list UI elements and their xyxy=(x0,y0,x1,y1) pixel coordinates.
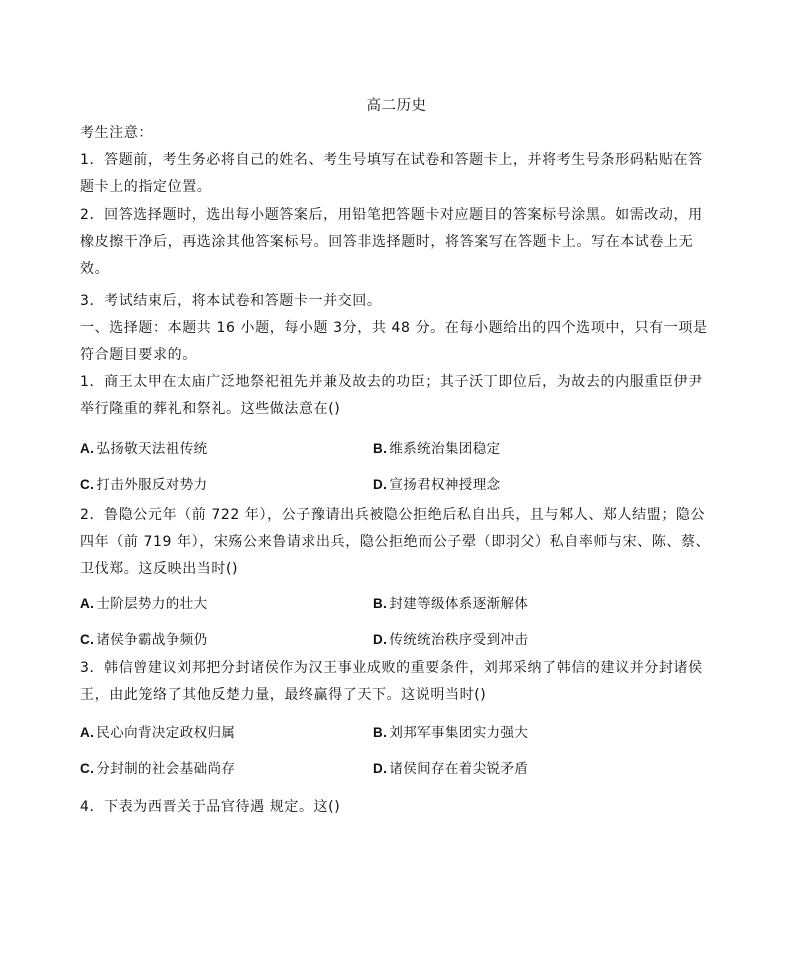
question-3-stem-line-2: 王，由此笼络了其他反楚力量，最终赢得了天下。这说明当时() xyxy=(80,687,487,703)
question-2-stem-line-1: 2．鲁隐公元年（前 722 年），公子豫请出兵被隐公拒绝后私自出兵，且与邾人、郑人结盟；隐公 xyxy=(80,507,706,523)
question-2-option-c xyxy=(80,630,208,650)
question-1-option-a xyxy=(80,439,208,459)
notice-item-2-line-2: 橡皮擦干净后，再选涂其他答案标号。回答非选择题时，将答案写在答题卡上。写在本试卷上无 xyxy=(80,234,694,250)
question-1-stem-line-2: 举行隆重的葬礼和祭礼。这些做法意在() xyxy=(80,401,341,417)
notice-item-3-line-1: 3．考试结束后，将本试卷和答题卡一并交回。 xyxy=(80,293,382,309)
option-key: C. xyxy=(80,632,95,647)
option-key: C. xyxy=(80,761,95,776)
question-2-option-d xyxy=(373,630,528,650)
question-1-option-b xyxy=(373,439,501,459)
option-key: B. xyxy=(373,596,388,611)
question-4-stem-line-1: 4．下表为西晋关于品官待遇 规定。这() xyxy=(80,799,341,815)
option-text: 弘扬敬天法祖传统 xyxy=(96,441,208,457)
page-title: 高二历史 xyxy=(366,98,427,114)
option-key: A. xyxy=(80,441,95,456)
question-1-stem-line-1: 1．商王太甲在太庙广泛地祭祀祖先并兼及故去的功臣；其子沃丁即位后，为故去的内服重臣伊尹 xyxy=(80,374,703,390)
question-2-stem-line-3: 卫伐郑。这反映出当时() xyxy=(80,561,239,577)
notice-item-1-line-2: 题卡上的指定位置。 xyxy=(80,179,212,195)
notice-heading: 考生注意： xyxy=(80,125,153,141)
question-2-stem-line-2: 四年（前 719 年），宋殇公来鲁请求出兵，隐公拒绝而公子翚（即羽父）私自率师与宋、陈、蔡、 xyxy=(80,534,711,550)
option-text: 维系统治集团稳定 xyxy=(389,441,501,457)
option-key: B. xyxy=(373,725,388,740)
question-3-stem-line-1: 3．韩信曾建议刘邦把分封诸侯作为汉王事业成败的重要条件，刘邦采纳了韩信的建议并分封诸侯 xyxy=(80,660,703,676)
option-text: 宣扬君权神授理念 xyxy=(389,477,501,493)
question-2-option-b xyxy=(373,594,528,614)
option-text: 传统统治秩序受到冲击 xyxy=(389,632,529,648)
option-key: A. xyxy=(80,596,95,611)
option-key: D. xyxy=(373,477,388,492)
question-2-option-a xyxy=(80,594,208,614)
option-key: A. xyxy=(80,725,95,740)
question-3-option-d xyxy=(373,759,528,779)
question-3-option-b xyxy=(373,723,528,743)
option-text: 诸侯争霸战争频仍 xyxy=(96,632,208,648)
option-key: B. xyxy=(373,441,388,456)
section-heading-line-2: 符合题目要求的。 xyxy=(80,347,197,363)
option-text: 民心向背决定政权归属 xyxy=(96,725,236,741)
option-text: 分封制的社会基础尚存 xyxy=(96,761,236,777)
option-text: 诸侯间存在着尖锐矛盾 xyxy=(389,761,529,777)
question-3-option-c xyxy=(80,759,235,779)
option-text: 打击外服反对势力 xyxy=(96,477,208,493)
question-1-option-d xyxy=(373,475,501,495)
option-key: D. xyxy=(373,632,388,647)
option-text: 刘邦军事集团实力强大 xyxy=(389,725,529,741)
option-key: C. xyxy=(80,477,95,492)
notice-item-1-line-1: 1．答题前，考生务必将自己的姓名、考生号填写在试卷和答题卡上，并将考生号条形码粘贴在答 xyxy=(80,152,703,168)
option-text: 士阶层势力的壮大 xyxy=(96,596,208,612)
notice-item-2-line-3: 效。 xyxy=(80,261,110,277)
option-text: 封建等级体系逐渐解体 xyxy=(389,596,529,612)
question-3-option-a xyxy=(80,723,235,743)
question-1-option-c xyxy=(80,475,208,495)
notice-item-2-line-1: 2．回答选择题时，选出每小题答案后，用铅笔把答题卡对应题目的答案标号涂黑。如需改动，用 xyxy=(80,207,703,223)
option-key: D. xyxy=(373,761,388,776)
section-heading-line-1: 一、选择题：本题共 16 小题，每小题 3分，共 48 分。在每小题给出的四个选项中，只有一项是 xyxy=(80,320,708,336)
